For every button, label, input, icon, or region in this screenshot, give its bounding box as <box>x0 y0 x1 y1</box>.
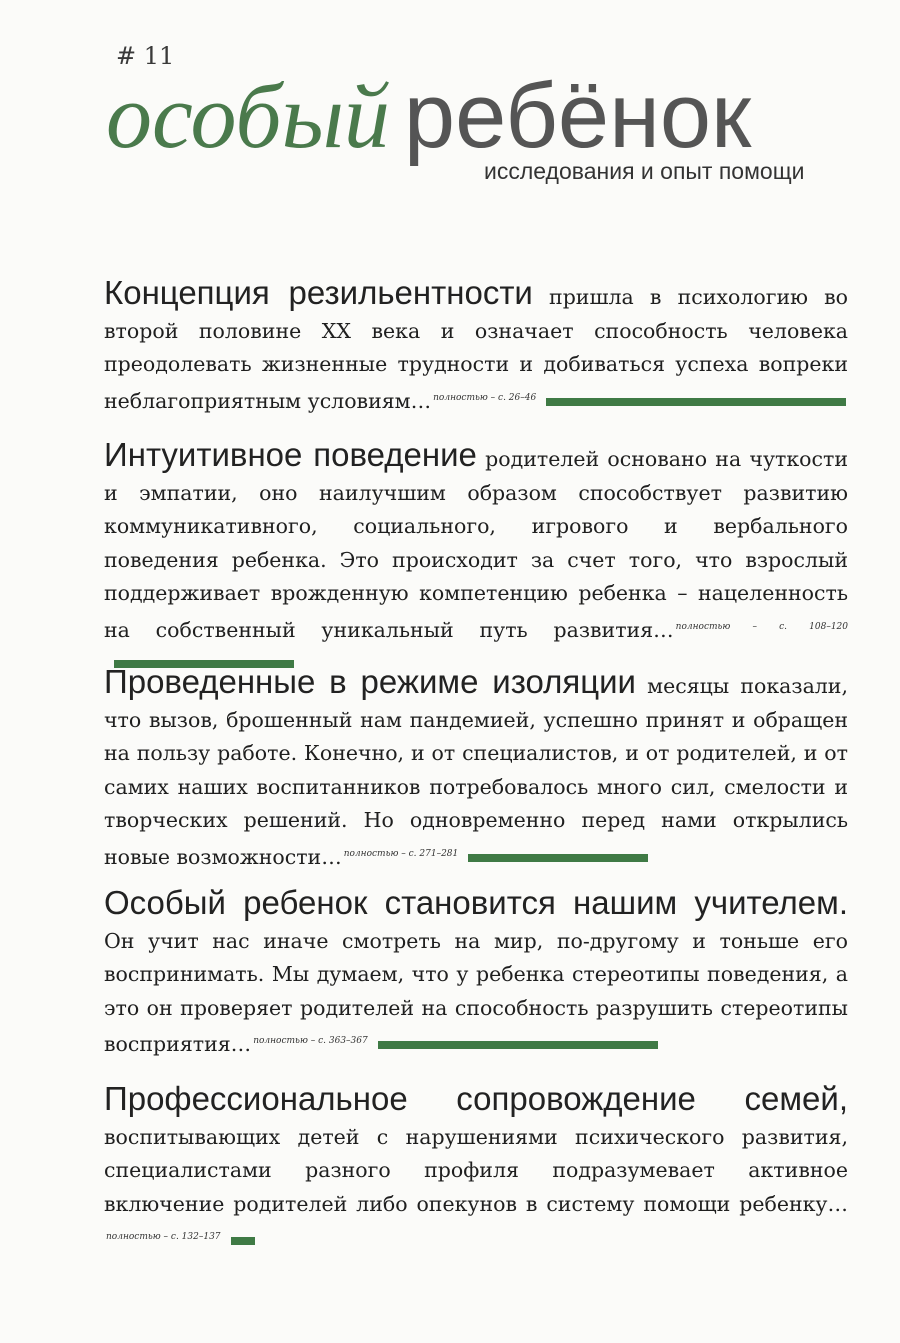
section-1 <box>104 276 848 418</box>
magazine-title <box>106 65 752 167</box>
section-lead: Профессиональное сопровождение семей, <box>104 1080 848 1117</box>
accent-bar <box>378 1041 658 1049</box>
section-4 <box>104 886 848 1061</box>
page-ref: полностью – с. 363–367 <box>253 1036 368 1046</box>
section-3 <box>104 665 848 874</box>
section-lead: Особый ребенок становится нашим учителем. <box>104 884 848 921</box>
accent-bar <box>231 1237 255 1245</box>
page-ref: полностью – с. 26–46 <box>433 392 537 403</box>
page-ref: полностью – с. 132–137 <box>106 1232 221 1242</box>
section-lead: Проведенные в режиме изоляции <box>104 663 636 700</box>
section-text: пришла в психологию во второй половине XX века и означает способность человека преодолевать жизненные трудности и добиваться успеха вопреки неблагоприятным условиям… <box>104 285 848 413</box>
section-text: воспитывающих детей с нарушениями психического развития, специалистами разного профиля подразумевает активное включение родителей либо опекунов в систему помощи ребенку… <box>104 1124 848 1216</box>
section-text: Он учит нас иначе смотреть на мир, по-другому и тоньше его воспринимать. Мы думаем, что у ребенка стереотипы поведения, а это он проверяет родителей на способность разрушить стереотипы восприятия… <box>104 928 848 1056</box>
section-lead: Концепция резильентности <box>104 274 533 311</box>
issue-number: # 11 <box>116 42 175 70</box>
title-regular: ребёнок <box>403 65 752 167</box>
section-lead: Интуитивное поведение <box>104 436 477 473</box>
page-ref: полностью – с. 108–120 <box>675 621 849 632</box>
page-ref: полностью – с. 271–281 <box>343 848 459 859</box>
accent-bar <box>546 398 846 406</box>
accent-bar <box>468 854 648 862</box>
section-text: месяцы показали, что вызов, брошенный нам пандемией, успешно принят и обращен на пользу работе. Конечно, и от специалистов, и от родителей, и от самих наших воспитанников потребовалось много сил, смелости и творческих решений. Но одновременно перед нами открылись новые возможности… <box>104 674 848 869</box>
section-2 <box>104 438 848 680</box>
section-5 <box>104 1082 848 1257</box>
magazine-subtitle: исследования и опыт помощи <box>484 158 805 184</box>
section-text: родителей основано на чуткости и эмпатии, оно наилучшим образом способствует развитию коммуникативного, социального, игрового и вербального поведения ребенка. Это происходит за счет того, что взрослый поддерживает врожденную компетенцию ребенка – нацеленность на собственный уникальный путь развития… <box>104 447 849 642</box>
title-italic: особый <box>106 65 390 167</box>
